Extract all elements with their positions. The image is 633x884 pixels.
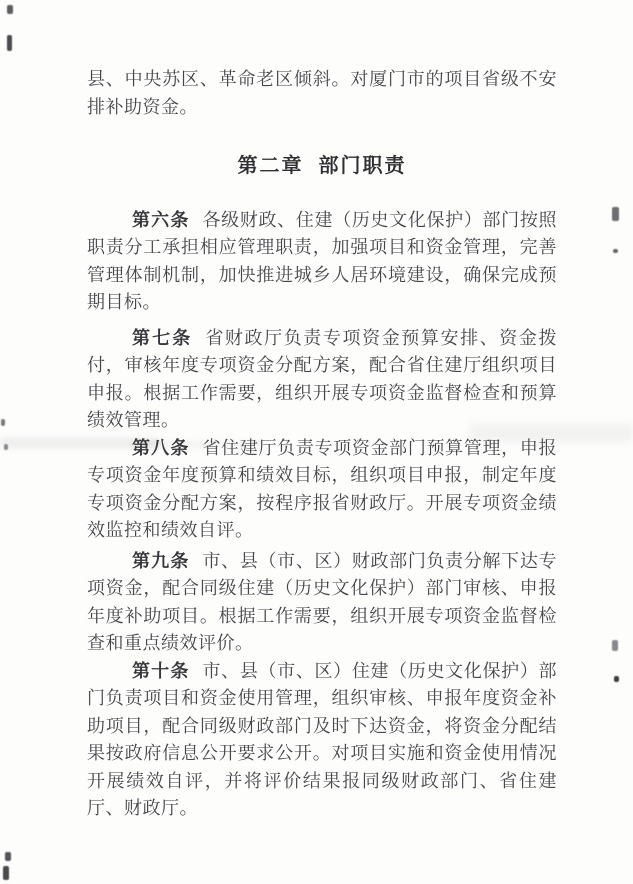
article-10 [87, 658, 557, 823]
scan-mark-bottom-left-1 [5, 852, 11, 861]
chapter-heading [87, 153, 557, 181]
article-8-text: 省住建厅负责专项资金部门预算管理，申报专项资金年度预算和绩效目标，组织项目申报，制定年度专项资金分配方案，按程序报省财政厅。开展专项资金绩效监控和绩效自评。 [87, 437, 557, 540]
scan-mark-mid-left-1 [1, 419, 5, 426]
scan-mark-mid-left-2 [4, 444, 8, 450]
scan-mark-top-left-1 [7, 5, 13, 14]
scan-mark-bottom-left-2 [3, 866, 9, 880]
article-7 [87, 325, 557, 435]
article-6-number: 第六条 [132, 209, 190, 230]
article-9-number: 第九条 [132, 550, 190, 571]
article-8 [87, 435, 557, 545]
chapter-number: 第二章 [237, 155, 304, 177]
scan-mark-right-1 [612, 207, 619, 221]
chapter-title: 部门职责 [318, 155, 407, 177]
article-7-number: 第七条 [132, 327, 193, 348]
document-content [87, 66, 557, 823]
scan-mark-top-left-2 [7, 35, 12, 51]
article-8-number: 第八条 [132, 437, 190, 458]
article-10-text: 市、县（市、区）住建（历史文化保护）部门负责项目和资金使用管理，组织审核、申报年度资金补助项目，配合同级财政部门及时下达资金，将资金分配结果按政府信息公开要求公开。对项目实施和资金使用情况开展绩效自评，并将评价结果报同级财政部门、省住建厅、财政厅。 [87, 660, 557, 818]
article-10-number: 第十条 [132, 660, 190, 681]
article-9 [87, 548, 557, 658]
article-7-text: 省财政厅负责专项资金预算安排、资金拨付，审核年度专项资金分配方案，配合省住建厅组织项目申报。根据工作需要，组织开展专项资金监督检查和预算绩效管理。 [87, 327, 558, 430]
scan-mark-right-2 [613, 249, 618, 253]
scan-mark-right-3 [612, 640, 618, 651]
article-6-text: 各级财政、住建（历史文化保护）部门按照职责分工承担相应管理职责，加强项目和资金管理，完善管理体制机制，加快推进城乡人居环境建设，确保完成预期目标。 [87, 209, 557, 312]
opening-paragraph: 县、中央苏区、革命老区倾斜。对厦门市的项目省级不安排补助资金。 [87, 69, 557, 117]
scan-mark-right-4 [614, 676, 619, 682]
article-6 [87, 207, 557, 317]
article-9-text: 市、县（市、区）财政部门负责分解下达专项资金，配合同级住建（历史文化保护）部门审核、申报年度补助项目。根据工作需要，组织开展专项资金监督检查和重点绩效评价。 [87, 550, 557, 653]
